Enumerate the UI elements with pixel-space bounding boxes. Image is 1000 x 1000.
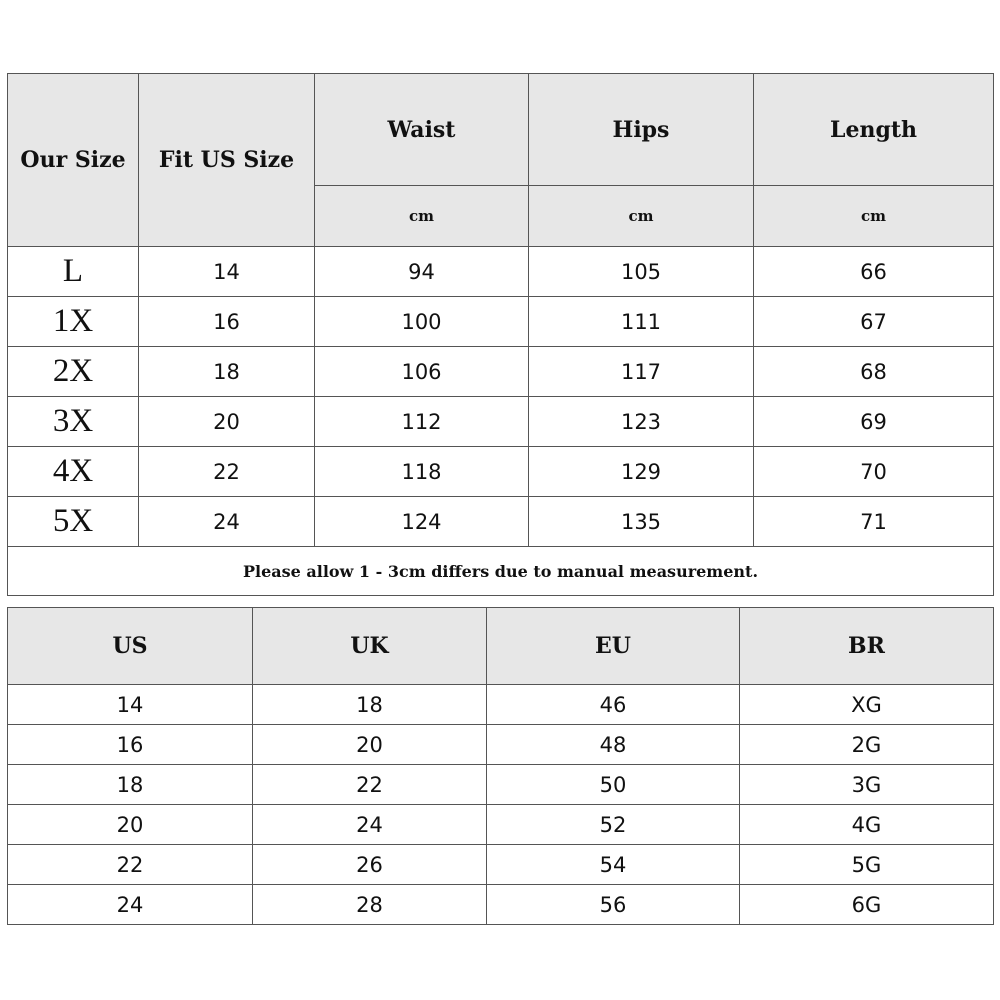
header-waist: Waist	[315, 74, 529, 186]
our-size-cell: 5X	[8, 497, 139, 547]
eu-cell: 52	[487, 805, 740, 845]
us-cell: 16	[8, 725, 253, 765]
fit-us-cell: 16	[139, 297, 315, 347]
size-row	[8, 347, 994, 397]
size-row	[8, 447, 994, 497]
our-size-cell: 3X	[8, 397, 139, 447]
waist-cell: 112	[315, 397, 529, 447]
size-row	[8, 247, 994, 297]
size-chart-table	[7, 73, 994, 596]
hips-cell: 129	[529, 447, 754, 497]
our-size-cell: L	[8, 247, 139, 297]
uk-cell: 20	[253, 725, 487, 765]
us-cell: 24	[8, 885, 253, 925]
uk-cell: 18	[253, 685, 487, 725]
conversion-header-row	[8, 608, 994, 685]
us-cell: 14	[8, 685, 253, 725]
uk-cell: 22	[253, 765, 487, 805]
length-cell: 71	[754, 497, 994, 547]
header-eu: EU	[487, 608, 740, 685]
uk-cell: 28	[253, 885, 487, 925]
hips-unit: cm	[529, 186, 754, 247]
conversion-row	[8, 885, 994, 925]
fit-us-cell: 22	[139, 447, 315, 497]
measurement-note: Please allow 1 - 3cm differs due to manual measurement.	[8, 547, 994, 596]
hips-cell: 123	[529, 397, 754, 447]
fit-us-cell: 20	[139, 397, 315, 447]
br-cell: 2G	[740, 725, 994, 765]
header-our-size: Our Size	[8, 74, 139, 247]
our-size-cell: 1X	[8, 297, 139, 347]
us-cell: 18	[8, 765, 253, 805]
eu-cell: 46	[487, 685, 740, 725]
header-uk: UK	[253, 608, 487, 685]
conversion-row	[8, 765, 994, 805]
length-unit: cm	[754, 186, 994, 247]
length-cell: 66	[754, 247, 994, 297]
eu-cell: 54	[487, 845, 740, 885]
size-conversion-table	[7, 607, 994, 925]
length-cell: 68	[754, 347, 994, 397]
length-cell: 67	[754, 297, 994, 347]
header-us: US	[8, 608, 253, 685]
fit-us-cell: 24	[139, 497, 315, 547]
conversion-row	[8, 805, 994, 845]
our-size-cell: 2X	[8, 347, 139, 397]
header-hips: Hips	[529, 74, 754, 186]
conversion-row	[8, 685, 994, 725]
length-cell: 69	[754, 397, 994, 447]
size-row	[8, 397, 994, 447]
eu-cell: 48	[487, 725, 740, 765]
br-cell: 4G	[740, 805, 994, 845]
eu-cell: 50	[487, 765, 740, 805]
hips-cell: 111	[529, 297, 754, 347]
br-cell: 3G	[740, 765, 994, 805]
br-cell: 6G	[740, 885, 994, 925]
header-fit-us-size: Fit US Size	[139, 74, 315, 247]
waist-cell: 100	[315, 297, 529, 347]
fit-us-cell: 14	[139, 247, 315, 297]
conversion-row	[8, 725, 994, 765]
br-cell: 5G	[740, 845, 994, 885]
hips-cell: 117	[529, 347, 754, 397]
hips-cell: 105	[529, 247, 754, 297]
waist-unit: cm	[315, 186, 529, 247]
uk-cell: 26	[253, 845, 487, 885]
uk-cell: 24	[253, 805, 487, 845]
waist-cell: 124	[315, 497, 529, 547]
us-cell: 20	[8, 805, 253, 845]
hips-cell: 135	[529, 497, 754, 547]
header-length: Length	[754, 74, 994, 186]
header-br: BR	[740, 608, 994, 685]
size-row	[8, 497, 994, 547]
note-row	[8, 547, 994, 596]
fit-us-cell: 18	[139, 347, 315, 397]
size-row	[8, 297, 994, 347]
waist-cell: 106	[315, 347, 529, 397]
waist-cell: 94	[315, 247, 529, 297]
br-cell: XG	[740, 685, 994, 725]
us-cell: 22	[8, 845, 253, 885]
waist-cell: 118	[315, 447, 529, 497]
conversion-row	[8, 845, 994, 885]
our-size-cell: 4X	[8, 447, 139, 497]
size-header-row	[8, 74, 994, 186]
length-cell: 70	[754, 447, 994, 497]
eu-cell: 56	[487, 885, 740, 925]
